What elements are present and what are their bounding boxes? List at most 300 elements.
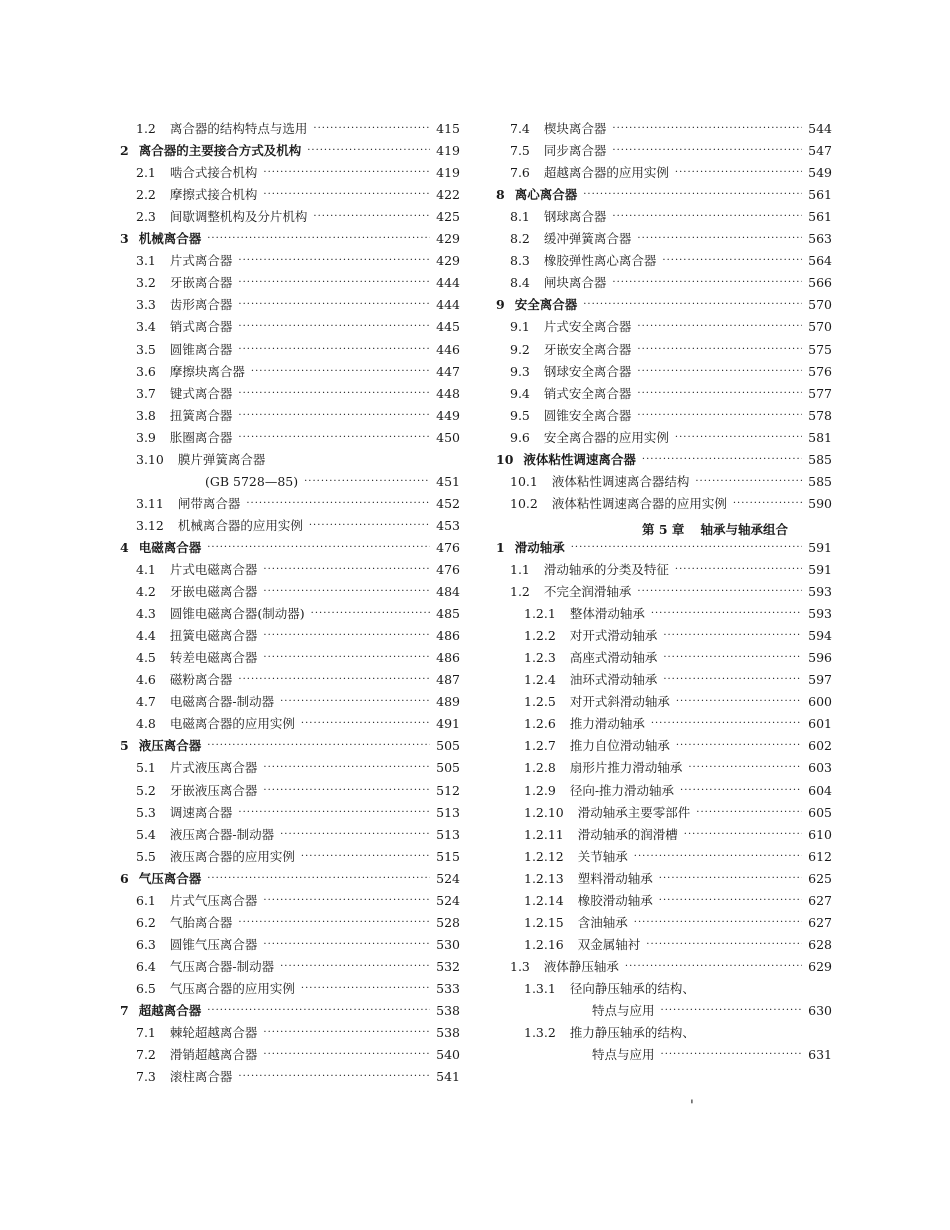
toc-entry-number: 8: [496, 187, 505, 203]
dot-leader: [646, 934, 802, 956]
toc-entry-title: 啮合式接合机构: [169, 165, 258, 181]
toc-entry-number: 4.2: [136, 584, 156, 600]
dot-leader: [612, 206, 802, 228]
toc-entry-title: 膜片弹簧离合器: [177, 451, 266, 467]
toc-entry-page: 489: [436, 694, 460, 710]
dot-leader: [263, 581, 430, 603]
toc-entry[interactable]: [136, 361, 460, 383]
dot-leader: [263, 757, 430, 779]
toc-entry-number: 3.11: [136, 495, 164, 511]
toc-entry[interactable]: [136, 846, 460, 868]
dot-leader: [663, 647, 802, 669]
toc-entry-title: 气压离合器的应用实例: [169, 980, 295, 996]
dot-leader: [238, 272, 430, 294]
toc-entry[interactable]: [524, 912, 832, 934]
toc-entry[interactable]: [136, 757, 460, 779]
dot-leader: [207, 228, 430, 250]
dot-leader: [263, 184, 430, 206]
toc-entry[interactable]: [510, 339, 832, 361]
dot-leader: [637, 316, 802, 338]
toc-entry-page: 429: [436, 231, 460, 247]
toc-entry[interactable]: [136, 250, 460, 272]
toc-entry[interactable]: [510, 405, 832, 427]
toc-entry-title: 滑动轴承主要零部件: [577, 804, 691, 820]
toc-entry-number: 9.1: [510, 319, 530, 335]
toc-entry-page: 581: [808, 429, 832, 445]
toc-entry[interactable]: [496, 449, 832, 471]
dot-leader: [659, 890, 802, 912]
toc-entry-number: 5.3: [136, 804, 156, 820]
toc-entry-page: 451: [436, 473, 460, 489]
toc-entry-number: 4.5: [136, 650, 156, 666]
toc-entry[interactable]: [136, 956, 460, 978]
dot-leader: [238, 669, 430, 691]
toc-entry-page: 448: [436, 385, 460, 401]
dot-leader: [207, 1000, 430, 1022]
toc-entry[interactable]: [136, 515, 460, 537]
toc-entry[interactable]: [510, 361, 832, 383]
toc-entry[interactable]: [136, 272, 460, 294]
dot-leader: [612, 118, 802, 140]
toc-entry-page: 533: [436, 980, 460, 996]
toc-entry-number: 9.2: [510, 341, 530, 357]
toc-entry-number: 1.2.7: [524, 738, 556, 754]
toc-entry[interactable]: [510, 559, 832, 581]
toc-entry-page: 445: [436, 319, 460, 335]
toc-entry[interactable]: [136, 802, 460, 824]
toc-entry-page: 561: [808, 209, 832, 225]
dot-leader: [637, 228, 802, 250]
dot-leader: [612, 140, 802, 162]
toc-entry[interactable]: [524, 713, 832, 735]
dot-leader: [612, 272, 802, 294]
toc-entry-number: 1.2.12: [524, 848, 564, 864]
dot-leader: [263, 890, 430, 912]
toc-entry[interactable]: [524, 890, 832, 912]
chapter-number: 第 5 章: [642, 521, 685, 537]
toc-entry-title: 不完全润滑轴承: [543, 584, 632, 600]
toc-entry[interactable]: [136, 978, 460, 1000]
toc-entry-title: 含油轴承: [577, 914, 628, 930]
toc-entry[interactable]: [524, 780, 832, 802]
toc-entry[interactable]: [524, 802, 832, 824]
toc-entry[interactable]: [510, 162, 832, 184]
dot-leader: [625, 956, 802, 978]
toc-entry-number: 6.4: [136, 958, 156, 974]
toc-entry[interactable]: [510, 250, 832, 272]
dot-leader: [238, 405, 430, 427]
toc-entry[interactable]: [136, 427, 460, 449]
toc-entry-page: 491: [436, 716, 460, 732]
dot-leader: [301, 713, 430, 735]
toc-entry-number: 1.3.2: [524, 1025, 556, 1041]
toc-entry-page: 530: [436, 936, 460, 952]
dot-leader: [684, 824, 802, 846]
toc-entry-title: 液压离合器-制动器: [169, 826, 275, 842]
toc-entry-title: 塑料滑动轴承: [577, 870, 653, 886]
toc-entry-title: 电磁离合器-制动器: [169, 694, 275, 710]
toc-entry-number: 1.2.11: [524, 826, 564, 842]
dot-leader: [733, 493, 802, 515]
toc-entry-number: 1.2.4: [524, 672, 556, 688]
dot-leader: [238, 1066, 430, 1088]
toc-entry-page: 630: [808, 1003, 832, 1018]
dot-leader: [688, 757, 802, 779]
toc-entry[interactable]: [496, 537, 832, 559]
toc-entry-number: 9.6: [510, 429, 530, 445]
toc-entry-title: 橡胶滑动轴承: [577, 892, 653, 908]
toc-entry-title: 牙嵌离合器: [169, 275, 233, 291]
toc-entry-number: 9.5: [510, 407, 530, 423]
toc-entry[interactable]: [136, 294, 460, 316]
toc-entry-number: 10.2: [510, 495, 538, 511]
dot-leader: [675, 162, 802, 184]
toc-entry-number: 5.4: [136, 826, 156, 842]
toc-entry-number: 9.4: [510, 385, 530, 401]
dot-leader: [263, 1022, 430, 1044]
toc-entry-title: 安全离合器: [514, 297, 578, 313]
toc-entry-title: 棘轮超越离合器: [169, 1025, 258, 1041]
toc-entry-number: 3.12: [136, 517, 164, 533]
dot-leader: [304, 471, 430, 493]
dot-leader: [696, 802, 802, 824]
toc-entry-number: 6.5: [136, 980, 156, 996]
toc-entry-number: 1.2.1: [524, 606, 556, 622]
dot-leader: [675, 559, 802, 581]
toc-entry-number: 2.3: [136, 209, 156, 225]
toc-entry[interactable]: [136, 691, 460, 713]
toc-entry-page: 450: [436, 429, 460, 445]
toc-entry-number: 1.3: [510, 958, 530, 974]
toc-entry[interactable]: [120, 537, 460, 559]
toc-entry-title: 闸带离合器: [177, 495, 241, 511]
toc-entry[interactable]: [510, 471, 832, 493]
toc-entry-title: 液体粘性调速离合器: [523, 451, 636, 467]
toc-entry[interactable]: [136, 713, 460, 735]
toc-entry[interactable]: [510, 956, 832, 978]
toc-entry-page: 444: [436, 275, 460, 291]
toc-entry-number: 2: [120, 143, 129, 159]
toc-entry[interactable]: [136, 603, 460, 625]
toc-entry-page: 627: [808, 914, 832, 930]
dot-leader: [311, 603, 430, 625]
dot-leader: [280, 956, 430, 978]
dot-leader: [207, 735, 430, 757]
toc-entry[interactable]: [524, 735, 832, 757]
toc-entry-title: 牙嵌安全离合器: [543, 341, 632, 357]
toc-entry-title: 闸块离合器: [543, 275, 607, 291]
toc-entry-number: 3.7: [136, 385, 156, 401]
toc-entry-title: 整体滑动轴承: [569, 606, 645, 622]
toc-entry-page: 429: [436, 253, 460, 269]
toc-entry[interactable]: [136, 162, 460, 184]
toc-entry[interactable]: [136, 625, 460, 647]
toc-entry[interactable]: [136, 780, 460, 802]
toc-entry-number: 6.1: [136, 892, 156, 908]
toc-entry-number: 3.6: [136, 363, 156, 379]
toc-entry[interactable]: [510, 228, 832, 250]
toc-entry[interactable]: [524, 669, 832, 691]
toc-entry-page: 564: [808, 253, 832, 269]
toc-entry-page: 422: [436, 187, 460, 203]
toc-entry-title: 牙嵌液压离合器: [169, 782, 258, 798]
toc-entry[interactable]: [510, 316, 832, 338]
toc-entry-number: 1.2.2: [524, 628, 556, 644]
toc-entry[interactable]: [524, 625, 832, 647]
toc-entry[interactable]: [524, 934, 832, 956]
toc-entry-title: 机械离合器的应用实例: [177, 517, 303, 533]
dot-leader: [263, 559, 430, 581]
toc-entry-number: 1.2.14: [524, 892, 564, 908]
toc-entry-number: 3.5: [136, 341, 156, 357]
toc-entry[interactable]: [524, 757, 832, 779]
toc-entry[interactable]: [136, 912, 460, 934]
toc-entry[interactable]: [136, 1044, 460, 1066]
toc-entry-page: 484: [436, 584, 460, 600]
toc-entry-page: 612: [808, 848, 832, 864]
toc-entry-title: 径向-推力滑动轴承: [569, 782, 675, 798]
toc-entry-page: 419: [436, 165, 460, 181]
toc-entry[interactable]: [136, 118, 460, 140]
dot-leader: [280, 824, 430, 846]
toc-entry-title: 机械离合器: [138, 231, 202, 247]
toc-entry-number: 1.2.8: [524, 760, 556, 776]
toc-entry[interactable]: [524, 647, 832, 669]
toc-entry-page: 447: [436, 363, 460, 379]
toc-entry-page: 600: [808, 694, 832, 710]
toc-entry[interactable]: [136, 206, 460, 228]
toc-entry-page: 597: [808, 672, 832, 688]
toc-entry[interactable]: [524, 846, 832, 868]
toc-entry-number: 8.3: [510, 253, 530, 269]
toc-entry-title: 钢球安全离合器: [543, 363, 632, 379]
toc-entry[interactable]: [136, 1022, 460, 1044]
toc-entry[interactable]: [510, 140, 832, 162]
toc-entry-page: 524: [436, 892, 460, 908]
toc-entry-title: 推力滑动轴承: [569, 716, 645, 732]
toc-entry-title: 电磁离合器的应用实例: [169, 716, 295, 732]
dot-leader: [263, 647, 430, 669]
toc-entry[interactable]: [120, 868, 460, 890]
toc-entry[interactable]: [136, 824, 460, 846]
dot-leader: [238, 912, 430, 934]
dot-leader: [661, 1044, 802, 1066]
toc-entry-page: 570: [808, 297, 832, 313]
toc-entry[interactable]: [524, 1022, 832, 1044]
toc-entry-number: 3.1: [136, 253, 156, 269]
toc-entry[interactable]: [510, 581, 832, 603]
dot-leader: [634, 912, 802, 934]
toc-entry-page: 532: [436, 958, 460, 974]
toc-entry-title: 圆锥电磁离合器(制动器): [169, 606, 305, 622]
toc-entry[interactable]: [510, 427, 832, 449]
toc-entry-page: 628: [808, 936, 832, 952]
toc-entry[interactable]: [524, 978, 832, 1000]
toc-entry-title: 液体粘性调速离合器的应用实例: [551, 495, 727, 511]
toc-entry-number: 4.3: [136, 606, 156, 622]
toc-entry-page: 593: [808, 606, 832, 622]
toc-entry[interactable]: [524, 691, 832, 713]
toc-entry-page: 515: [436, 848, 460, 864]
toc-entry[interactable]: [510, 493, 832, 515]
dot-leader: [246, 493, 430, 515]
toc-entry-page: 444: [436, 297, 460, 313]
toc-entry-title: 橡胶弹性离心离合器: [543, 253, 657, 269]
toc-entry-title: 离心离合器: [514, 187, 578, 203]
toc-entry-page: 549: [808, 165, 832, 181]
toc-entry-title: 双金属轴衬: [577, 936, 641, 952]
toc-entry-title: 特点与应用: [592, 1003, 655, 1018]
dot-leader: [659, 868, 802, 890]
toc-entry[interactable]: [136, 559, 460, 581]
toc-entry[interactable]: [120, 228, 460, 250]
toc-entry[interactable]: [136, 934, 460, 956]
toc-entry-page: 476: [436, 539, 460, 555]
toc-entry-title: 磁粉离合器: [169, 672, 233, 688]
toc-entry-number: 4.4: [136, 628, 156, 644]
toc-entry-title: 销式安全离合器: [543, 385, 632, 401]
toc-entry-page: 485: [436, 606, 460, 622]
dot-leader: [663, 625, 802, 647]
toc-entry-number: 6.2: [136, 914, 156, 930]
toc-entry-title: 气胎离合器: [169, 914, 233, 930]
toc-entry-page: 541: [436, 1069, 460, 1085]
toc-entry-number: 5.1: [136, 760, 156, 776]
toc-entry[interactable]: [524, 824, 832, 846]
dot-leader: [238, 383, 430, 405]
toc-entry[interactable]: [136, 184, 460, 206]
toc-entry[interactable]: [524, 868, 832, 890]
dot-leader: [651, 713, 802, 735]
toc-entry-title: 关节轴承: [577, 848, 628, 864]
toc-entry-title: 油环式滑动轴承: [569, 672, 658, 688]
toc-entry-number: 1.2.10: [524, 804, 564, 820]
toc-entry-page: 453: [436, 517, 460, 533]
toc-entry-page: 596: [808, 650, 832, 666]
toc-entry-title: 牙嵌电磁离合器: [169, 584, 258, 600]
dot-leader: [675, 427, 802, 449]
toc-entry-title: 键式离合器: [169, 385, 233, 401]
toc-entry[interactable]: [136, 493, 460, 515]
toc-entry-page: 513: [436, 804, 460, 820]
toc-entry[interactable]: [136, 890, 460, 912]
toc-entry-number: 8.1: [510, 209, 530, 225]
dot-leader: [676, 691, 802, 713]
dot-leader: [238, 250, 430, 272]
toc-entry[interactable]: [120, 140, 460, 162]
toc-entry-title: 离合器的结构特点与选用: [169, 121, 308, 136]
toc-entry-page: 505: [436, 738, 460, 754]
toc-entry-title: 超越离合器: [138, 1003, 202, 1018]
toc-entry[interactable]: [510, 206, 832, 228]
toc-entry-number: 1.2.5: [524, 694, 556, 710]
toc-entry[interactable]: [205, 471, 460, 493]
toc-entry-page: 512: [436, 782, 460, 798]
toc-entry-number: 4.8: [136, 716, 156, 732]
toc-entry-title: 片式电磁离合器: [169, 562, 258, 577]
toc-entry-title: 液压离合器: [138, 738, 202, 754]
toc-entry-page: 538: [436, 1003, 460, 1018]
toc-entry[interactable]: [510, 272, 832, 294]
toc-entry-number: 8.2: [510, 231, 530, 247]
toc-entry-page: 486: [436, 628, 460, 644]
toc-entry-number: 5.2: [136, 782, 156, 798]
toc-entry-page: 415: [436, 121, 460, 136]
toc-entry[interactable]: [592, 1000, 832, 1022]
toc-entry[interactable]: [136, 339, 460, 361]
toc-entry[interactable]: [136, 383, 460, 405]
dot-leader: [263, 162, 430, 184]
toc-entry-number: 9: [496, 297, 505, 313]
toc-entry-title: 摩擦式接合机构: [169, 187, 258, 203]
toc-entry-title: 楔块离合器: [543, 121, 607, 136]
chapter-title: 轴承与轴承组合: [700, 521, 788, 537]
toc-entry-number: 4.7: [136, 694, 156, 710]
toc-entry-title: 安全离合器的应用实例: [543, 429, 669, 445]
toc-entry-title: 片式安全离合器: [543, 319, 632, 335]
toc-entry-title: 圆锥气压离合器: [169, 936, 258, 952]
dot-leader: [637, 581, 802, 603]
toc-entry-page: 578: [808, 407, 832, 423]
toc-entry[interactable]: [496, 184, 832, 206]
toc-entry[interactable]: [510, 383, 832, 405]
dot-leader: [263, 934, 430, 956]
dot-leader: [309, 515, 430, 537]
toc-entry[interactable]: [136, 405, 460, 427]
toc-entry[interactable]: [136, 449, 460, 471]
toc-entry-title: 液体粘性调速离合器结构: [551, 473, 690, 489]
toc-entry-page: 591: [808, 539, 832, 555]
toc-entry-number: 6.3: [136, 936, 156, 952]
toc-entry[interactable]: [136, 316, 460, 338]
toc-entry[interactable]: [136, 647, 460, 669]
toc-entry-number: 7.5: [510, 143, 530, 159]
toc-entry-page: 570: [808, 319, 832, 335]
toc-entry[interactable]: [592, 1044, 832, 1066]
toc-entry-number: 5.5: [136, 848, 156, 864]
toc-entry-page: 544: [808, 121, 832, 136]
toc-entry[interactable]: [510, 118, 832, 140]
toc-entry-title: 离合器的主要接合方式及机构: [138, 143, 302, 159]
toc-entry-title: 滚柱离合器: [169, 1069, 233, 1085]
toc-entry[interactable]: [136, 581, 460, 603]
toc-entry[interactable]: [524, 603, 832, 625]
dot-leader: [263, 625, 430, 647]
dot-leader: [583, 184, 802, 206]
toc-entry-title: 对开式滑动轴承: [569, 628, 658, 644]
dot-leader: [238, 427, 430, 449]
toc-entry-page: 524: [436, 870, 460, 886]
toc-entry-page: 446: [436, 341, 460, 357]
toc-entry-title: 特点与应用: [592, 1047, 655, 1063]
toc-entry-page: 566: [808, 275, 832, 291]
toc-entry[interactable]: [120, 735, 460, 757]
toc-entry-title: 销式离合器: [169, 319, 233, 335]
toc-entry-title: 对开式斜滑动轴承: [569, 694, 670, 710]
toc-entry-title: 高座式滑动轴承: [569, 650, 658, 666]
toc-entry-title: 圆锥离合器: [169, 341, 233, 357]
toc-entry-number: 1.2.6: [524, 716, 556, 732]
toc-entry-number: 1.2: [136, 121, 156, 136]
toc-entry-page: 563: [808, 231, 832, 247]
dot-leader: [238, 316, 430, 338]
toc-entry[interactable]: [120, 1000, 460, 1022]
dot-leader: [661, 1000, 802, 1022]
toc-entry-page: 627: [808, 892, 832, 908]
toc-entry[interactable]: [496, 294, 832, 316]
toc-entry[interactable]: [136, 669, 460, 691]
toc-entry[interactable]: [136, 1066, 460, 1088]
